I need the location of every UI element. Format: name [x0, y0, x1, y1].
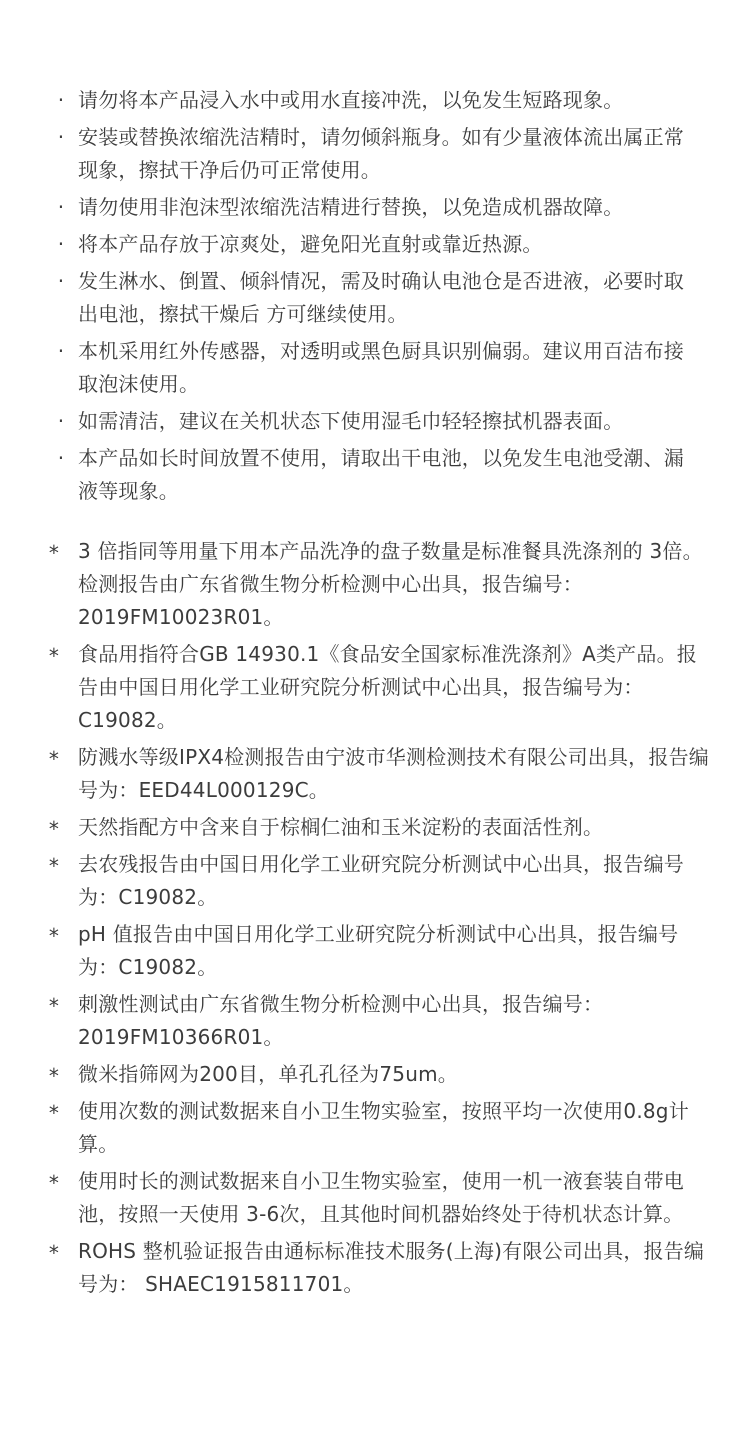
- footnote-item: [0, 535, 750, 634]
- list-item: [0, 191, 750, 224]
- footnote-text: 微米指筛网为200目，单孔孔径为75um。: [78, 1062, 458, 1086]
- footnote-text: pH 值报告由中国日用化学工业研究院分析测试中心出具，报告编号为：C19082。: [78, 922, 679, 979]
- footnote-item: [0, 848, 750, 914]
- asterisk-marker: *: [48, 644, 60, 668]
- asterisk-marker: *: [48, 1171, 60, 1195]
- footnote-text: 天然指配方中含来自于棕榈仁油和玉米淀粉的表面活性剂。: [78, 815, 604, 839]
- list-item: [0, 442, 750, 508]
- footnote-item: [0, 988, 750, 1054]
- bullet-marker: ·: [57, 232, 65, 256]
- footnote-text: 使用次数的测试数据来自小卫生物实验室，按照平均一次使用0.8g计算。: [78, 1099, 689, 1156]
- footnote-item: [0, 1235, 750, 1301]
- bullet-marker: ·: [57, 269, 65, 293]
- bullet-marker: ·: [57, 195, 65, 219]
- footnote-item: [0, 1095, 750, 1161]
- bullet-marker: ·: [57, 446, 65, 470]
- asterisk-marker: *: [48, 854, 60, 878]
- list-item: [0, 228, 750, 261]
- footnote-item: [0, 638, 750, 737]
- usage-precautions-list: [0, 84, 750, 508]
- list-item-text: 本机采用红外传感器，对透明或黑色厨具识别偏弱。建议用百洁布接取泡沫使用。: [78, 339, 684, 396]
- list-item-text: 请勿将本产品浸入水中或用水直接冲洗，以免发生短路现象。: [78, 88, 624, 112]
- asterisk-marker: *: [48, 994, 60, 1018]
- asterisk-marker: *: [48, 817, 60, 841]
- footnote-text: ROHS 整机验证报告由通标标准技术服务(上海)有限公司出具，报告编号为： SHAEC1915811701。: [78, 1239, 705, 1296]
- asterisk-marker: *: [48, 541, 60, 565]
- footnote-item: [0, 811, 750, 844]
- footnote-text: 3 倍指同等用量下用本产品洗净的盘子数量是标准餐具洗涤剂的 3倍。检测报告由广东省微生物分析检测中心出具，报告编号：2019FM10023R01。: [78, 539, 703, 629]
- footnote-item: [0, 918, 750, 984]
- list-item: [0, 84, 750, 117]
- asterisk-marker: *: [48, 924, 60, 948]
- bullet-marker: ·: [57, 125, 65, 149]
- list-item-text: 本产品如长时间放置不使用，请取出干电池，以免发生电池受潮、漏液等现象。: [78, 446, 684, 503]
- list-item: [0, 265, 750, 331]
- footnote-text: 食品用指符合GB 14930.1《食品安全国家标准洗涤剂》A类产品。报告由中国日用化学工业研究院分析测试中心出具，报告编号为：C19082。: [78, 642, 697, 732]
- footnote-text: 去农残报告由中国日用化学工业研究院分析测试中心出具，报告编号为：C19082。: [78, 852, 684, 909]
- footnote-text: 防溅水等级IPX4检测报告由宁波市华测检测技术有限公司出具，报告编号为：EED44L000129C。: [78, 745, 709, 802]
- bullet-marker: ·: [57, 88, 65, 112]
- list-item: [0, 405, 750, 438]
- asterisk-marker: *: [48, 1064, 60, 1088]
- footnote-text: 使用时长的测试数据来自小卫生物实验室，使用一机一液套装自带电池，按照一天使用 3-6次，且其他时间机器始终处于待机状态计算。: [78, 1169, 684, 1226]
- list-item-text: 将本产品存放于凉爽处，避免阳光直射或靠近热源。: [78, 232, 543, 256]
- asterisk-marker: *: [48, 1101, 60, 1125]
- list-item-text: 发生淋水、倒置、倾斜情况，需及时确认电池仓是否进液，必要时取出电池，擦拭干燥后 方可继续使用。: [78, 269, 684, 326]
- bullet-marker: ·: [57, 409, 65, 433]
- footnote-item: [0, 1058, 750, 1091]
- footnote-text: 刺激性测试由广东省微生物分析检测中心出具，报告编号：2019FM10366R01。: [78, 992, 604, 1049]
- footnotes-list: [0, 535, 750, 1301]
- list-item-text: 请勿使用非泡沫型浓缩洗洁精进行替换，以免造成机器故障。: [78, 195, 624, 219]
- footnote-item: [0, 1165, 750, 1231]
- footnote-item: [0, 741, 750, 807]
- list-item: [0, 335, 750, 401]
- bullet-marker: ·: [57, 339, 65, 363]
- list-item-text: 如需清洁，建议在关机状态下使用湿毛巾轻轻擦拭机器表面。: [78, 409, 624, 433]
- list-item-text: 安装或替换浓缩洗洁精时，请勿倾斜瓶身。如有少量液体流出属正常现象，擦拭干净后仍可正常使用。: [78, 125, 684, 182]
- asterisk-marker: *: [48, 1241, 60, 1265]
- asterisk-marker: *: [48, 747, 60, 771]
- list-item: [0, 121, 750, 187]
